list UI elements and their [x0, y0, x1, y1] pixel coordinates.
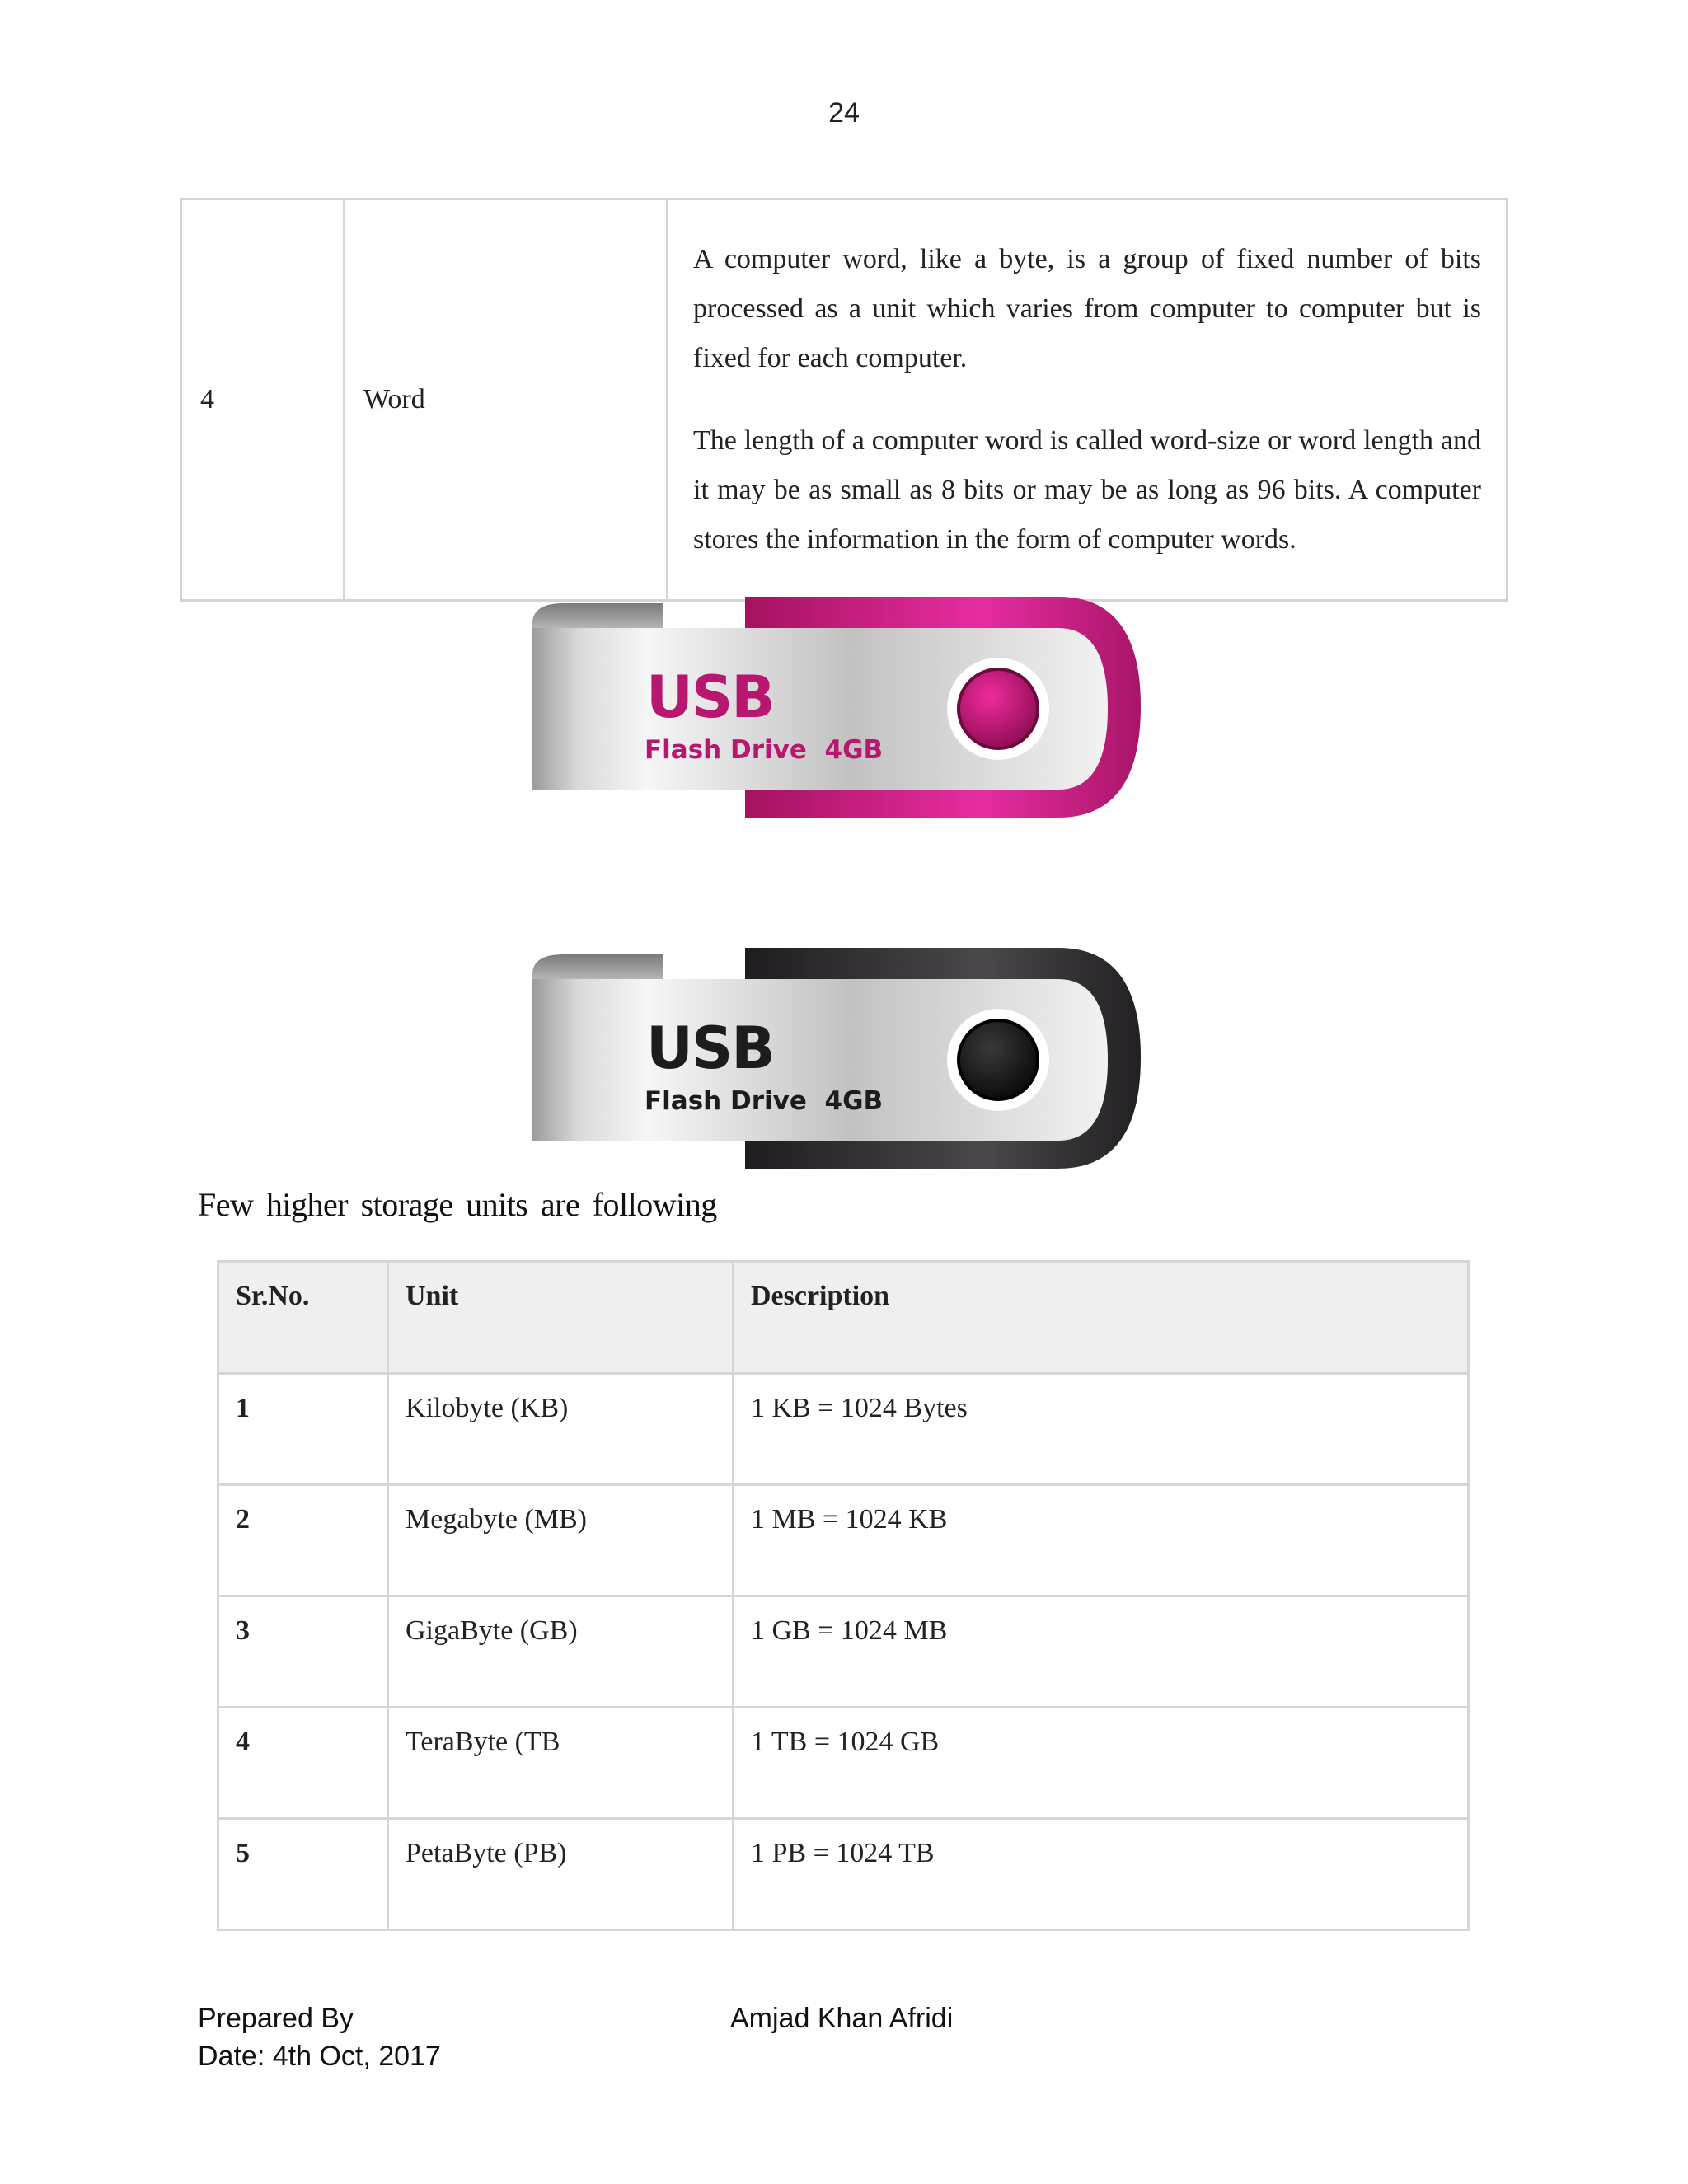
sr-no-cell: 4: [181, 199, 345, 601]
prepared-by-label: Prepared By: [198, 2003, 354, 2034]
table-row: [218, 1596, 1469, 1708]
header-sr-no: Sr.No.: [218, 1262, 388, 1374]
usb-subtitle: Flash Drive 4GB: [645, 1086, 884, 1116]
description-cell: 1 PB = 1024 TB: [734, 1819, 1469, 1930]
header-unit: Unit: [388, 1262, 734, 1374]
unit-cell: Megabyte (MB): [388, 1485, 734, 1596]
table-row: [218, 1708, 1469, 1819]
usb-title: USB: [646, 663, 774, 731]
term-cell: Word: [345, 199, 668, 601]
description-paragraph: A computer word, like a byte, is a group of fixed number of bits processed as a unit which varies from computer to computer but is fixed for each computer.: [693, 244, 1481, 373]
header-description: Description: [734, 1262, 1469, 1374]
unit-cell: Kilobyte (KB): [388, 1374, 734, 1485]
sr-cell: 4: [218, 1708, 388, 1819]
unit-cell: TeraByte (TB: [388, 1708, 734, 1819]
description-cell: [668, 199, 1507, 601]
table-header-row: [218, 1262, 1469, 1374]
description-cell: 1 MB = 1024 KB: [734, 1485, 1469, 1596]
description-cell: 1 KB = 1024 Bytes: [734, 1374, 1469, 1485]
sr-cell: 1: [218, 1374, 388, 1485]
author-name: Amjad Khan Afridi: [730, 2003, 954, 2034]
table-row: [181, 199, 1507, 601]
date-label: Date: 4th Oct, 2017: [198, 2041, 441, 2072]
table-row: [218, 1374, 1469, 1485]
usb-title: USB: [646, 1015, 774, 1082]
storage-units-table: [217, 1260, 1470, 1931]
usb-flash-drive-black-image: [531, 946, 1157, 1185]
usb-flash-drive-pink-image: [531, 595, 1157, 834]
footer-left: [198, 2003, 441, 2079]
description-paragraph: The length of a computer word is called word-size or word length and it may be as small as 8 bits or may be as long as 96 bits. A computer stores the information in the form of computer words.: [693, 425, 1481, 555]
description-cell: 1 TB = 1024 GB: [734, 1708, 1469, 1819]
unit-cell: PetaByte (PB): [388, 1819, 734, 1930]
usb-subtitle: Flash Drive 4GB: [645, 735, 884, 765]
sr-cell: 3: [218, 1596, 388, 1708]
unit-cell: GigaByte (GB): [388, 1596, 734, 1708]
page-number: 24: [828, 97, 860, 129]
definition-table: [180, 198, 1508, 602]
sr-cell: 5: [218, 1819, 388, 1930]
sr-cell: 2: [218, 1485, 388, 1596]
table-row: [218, 1819, 1469, 1930]
table-row: [218, 1485, 1469, 1596]
description-cell: 1 GB = 1024 MB: [734, 1596, 1469, 1708]
section-caption: Few higher storage units are following: [198, 1186, 717, 1223]
